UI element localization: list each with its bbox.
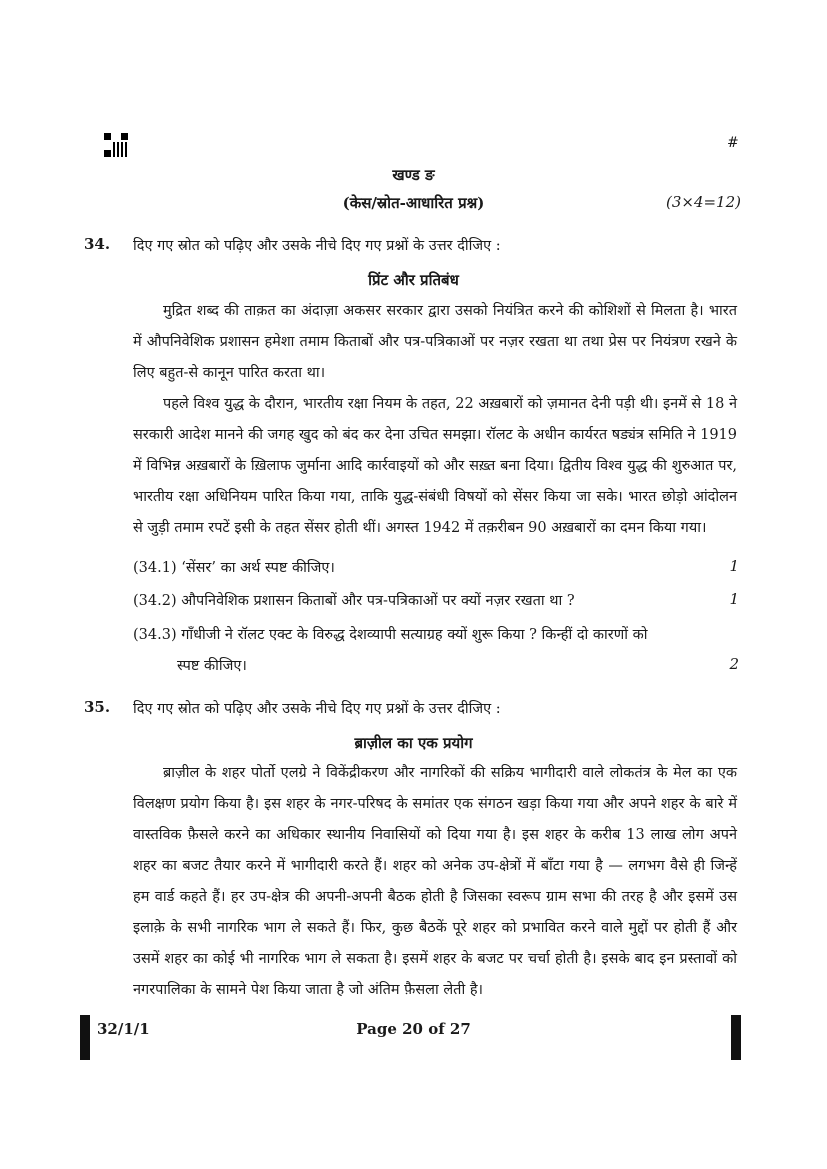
source-35-paragraph-1: ब्राज़ील के शहर पोर्तो एलग्रे ने विकेंद्रीकरण और नागरिकों की सक्रिय भागीदारी वाले लोकतंत्र के मेल का एक विलक्षण प्रयोग किया है। इस शहर के नगर-परिषद के समांतर एक संगठन खड़ा किया गया और अपने शहर के बारे में वास्तविक फ़ैसले करने का अधिकार स्थानीय निवासियों को दिया गया है। इस शहर के करीब 13 लाख लोग अपने शहर का बजट तैयार करने में भागीदारी करते हैं। शहर को अनेक उप-क्षेत्रों में बाँटा गया है — लगभग वैसे ही जिन्हें हम वार्ड कहते हैं। हर उप-क्षेत्र की अपनी-अपनी बैठक होती है जिसका स्वरूप ग्राम सभा की तरह है और इसमें उस इलाक़े के सभी नागरिक भाग ले सकते हैं। फिर, कुछ बैठकें पूरे शहर को प्रभावित करने वाले मुद्दों पर होती हैं और उसमें शहर का कोई भी नागरिक भाग ले सकता है। इसमें शहर के बजट पर चर्चा होती है। इसके बाद इन प्रस्तावों को नगरपालिका के सामने पेश किया जाता है जो अंतिम फ़ैसला लेती है। bbox=[133, 765, 737, 998]
sub-question-34-2 bbox=[133, 586, 693, 617]
question-number-35: 35. bbox=[84, 698, 111, 716]
sub-question-34-1 bbox=[133, 553, 693, 584]
question-35-instruction: दिए गए स्रोत को पढ़िए और उसके नीचे दिए गए प्रश्नों के उत्तर दीजिए : bbox=[133, 701, 501, 717]
sub-question-34-3 bbox=[133, 620, 737, 682]
section-subtitle: (केस/स्रोत-आधारित प्रश्न) bbox=[342, 194, 485, 212]
source-title-34: प्रिंट और प्रतिबंध bbox=[368, 271, 459, 289]
sub-question-text: ‘सेंसर’ का अर्थ स्पष्ट कीजिए। bbox=[181, 560, 335, 576]
footer-bar-right bbox=[731, 1015, 741, 1060]
sub-question-text: गाँधीजी ने रॉलट एक्ट के विरुद्ध देशव्यापी सत्याग्रह क्यों शुरू किया ? किन्हीं दो कारणों को bbox=[181, 627, 648, 643]
marks-34-2: 1 bbox=[729, 590, 739, 608]
source-34-paragraph-1: मुद्रित शब्द की ताक़त का अंदाज़ा अकसर सरकार द्वारा उसको नियंत्रित करने की कोशिशों से मिलता है। भारत में औपनिवेशिक प्रशासन हमेशा तमाम किताबों और पत्र-पत्रिकाओं पर नज़र रखता था तथा प्रेस पर नियंत्रण रखने के लिए बहुत-से कानून पारित करता था। bbox=[133, 303, 737, 381]
question-number-34: 34. bbox=[84, 235, 111, 253]
marks-34-1: 1 bbox=[729, 557, 739, 575]
paper-code: 32/1/1 bbox=[97, 1020, 150, 1038]
page-hash-mark: # bbox=[727, 135, 739, 151]
marks-34-3: 2 bbox=[729, 655, 739, 673]
sub-question-text-cont: स्पष्ट कीजिए। bbox=[177, 658, 247, 674]
source-title-35: ब्राज़ील का एक प्रयोग bbox=[354, 734, 473, 752]
qr-code-icon bbox=[104, 133, 128, 157]
section-marks: (3×4=12) bbox=[665, 193, 741, 211]
source-34-paragraph-2: पहले विश्व युद्ध के दौरान, भारतीय रक्षा नियम के तहत, 22 अख़बारों को ज़मानत देनी पड़ी थी। इनमें से 18 ने सरकारी आदेश मानने की जगह खुद को बंद कर देना उचित समझा। रॉलट के अधीन कार्यरत षड्यंत्र समिति ने 1919 में विभिन्न अख़बारों के ख़िलाफ जुर्माना आदि कार्रवाइयों को और सख़्त बना दिया। द्वितीय विश्व युद्ध की शुरुआत पर, भारतीय रक्षा अधिनियम पारित किया गया, ताकि युद्ध-संबंधी विषयों को सेंसर किया जा सके। भारत छोड़ो आंदोलन से जुड़ी तमाम रपटें इसी के तहत सेंसर होती थीं। अगस्त 1942 में तक़रीबन 90 अख़बारों का दमन किया गया। bbox=[133, 396, 737, 536]
sub-question-text: औपनिवेशिक प्रशासन किताबों और पत्र-पत्रिकाओं पर क्यों नज़र रखता था ? bbox=[181, 593, 575, 609]
sub-question-label: (34.2) bbox=[133, 593, 177, 609]
sub-question-label: (34.3) bbox=[133, 627, 177, 643]
sub-question-label: (34.1) bbox=[133, 560, 177, 576]
page-number: Page 20 of 27 bbox=[356, 1020, 471, 1038]
section-title: खण्ड ङ bbox=[392, 166, 435, 184]
question-34-instruction: दिए गए स्रोत को पढ़िए और उसके नीचे दिए गए प्रश्नों के उत्तर दीजिए : bbox=[133, 238, 501, 254]
